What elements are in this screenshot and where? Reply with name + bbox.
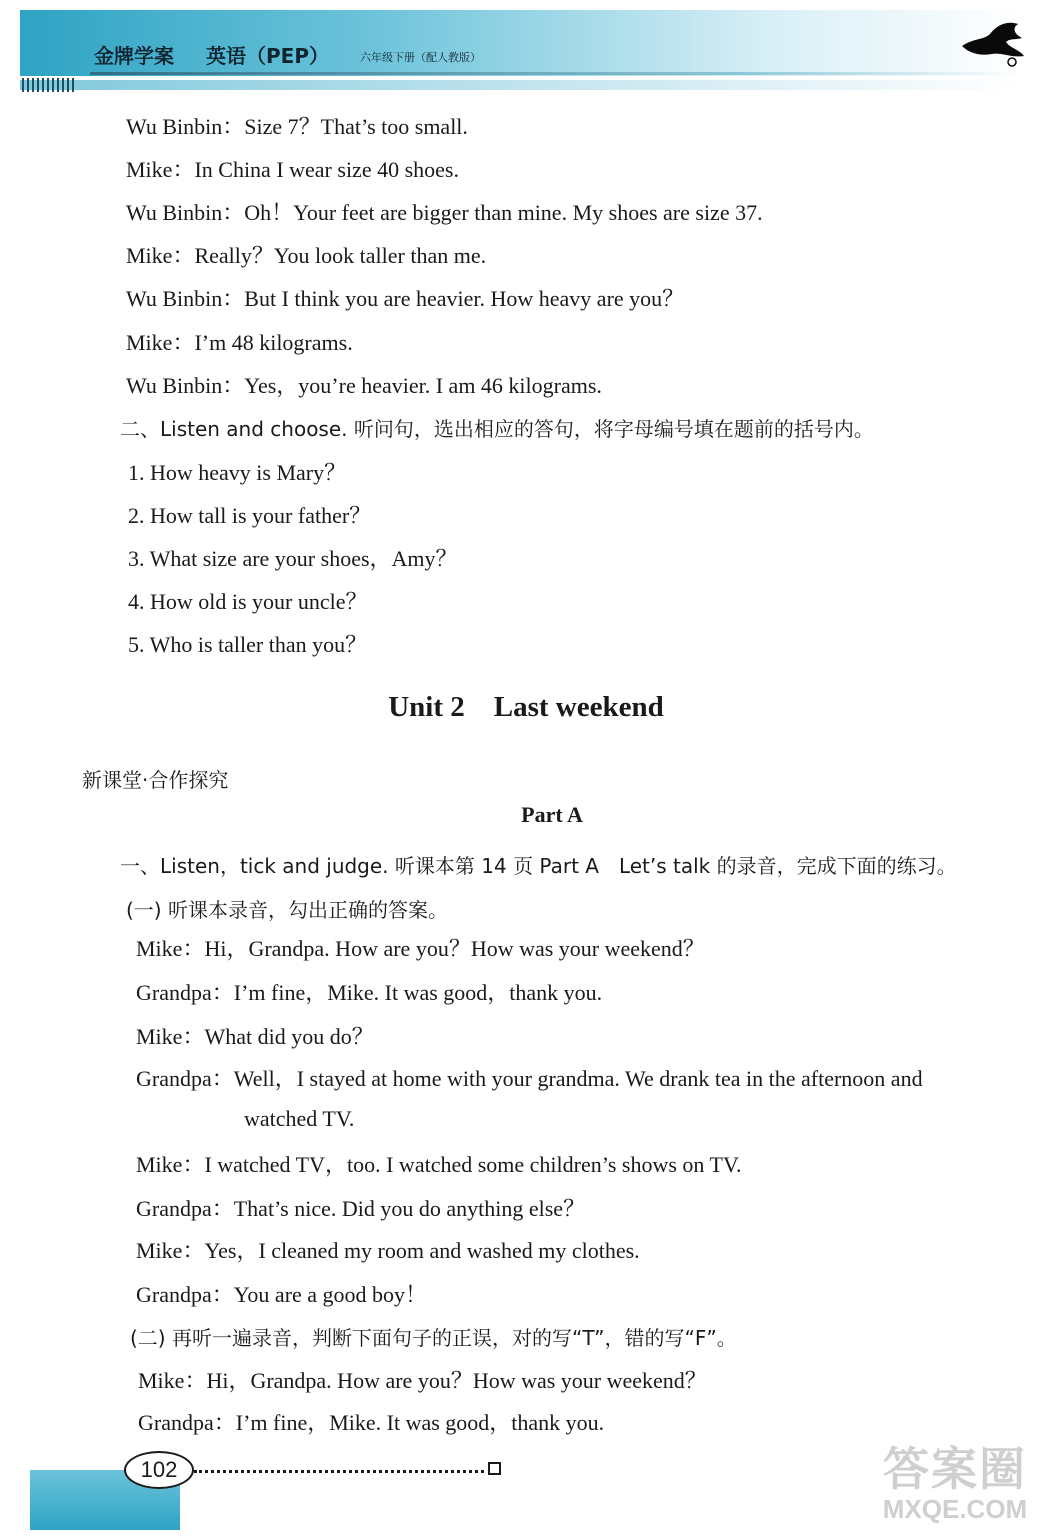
dialogue-line: Grandpa：I’m fine，Mike. It was good，thank you. xyxy=(138,1410,605,1435)
page-number: 102 xyxy=(124,1451,194,1489)
dialogue-line: Mike：Yes，I cleaned my room and washed my clothes. xyxy=(136,1238,640,1263)
dotted-leader xyxy=(194,1470,484,1473)
dialogue-line: Mike：What did you do？ xyxy=(136,1024,374,1049)
question-item: 4. How old is your uncle？ xyxy=(128,589,368,614)
question-item: 1. How heavy is Mary？ xyxy=(128,460,347,485)
bird-logo-icon xyxy=(960,16,1026,68)
exercise-heading: 一、Listen，tick and judge. 听课本第 14 页 Part A Let’s talk 的录音，完成下面的练习。 xyxy=(120,854,957,878)
end-square-icon xyxy=(488,1462,501,1475)
part-title: Part A xyxy=(521,802,583,827)
dialogue-line: Wu Binbin：But I think you are heavier. How heavy are you？ xyxy=(126,286,685,311)
dialogue-line: watched TV. xyxy=(244,1106,355,1131)
dialogue-line: Mike：Hi，Grandpa. How are you？How was your weekend？ xyxy=(136,936,705,961)
header-stripe xyxy=(20,80,1020,90)
header-rule xyxy=(90,72,1020,75)
dialogue-line: Grandpa：You are a good boy！ xyxy=(136,1282,428,1307)
dialogue-line: Wu Binbin：Oh！Your feet are bigger than mine. My shoes are size 37. xyxy=(126,200,763,225)
header-ticks xyxy=(22,78,74,92)
series-title: 金牌学案 xyxy=(94,44,174,68)
watermark-text: 答案圈 xyxy=(883,1443,1027,1495)
subject-title: 英语（PEP） xyxy=(206,44,329,68)
dialogue-line: Mike：Hi，Grandpa. How are you？How was your weekend？ xyxy=(138,1368,707,1393)
sub-instruction: (二) 再听一遍录音，判断下面句子的正误，对的写“T”，错的写“F”。 xyxy=(130,1326,737,1350)
edition-note: 六年级下册（配人教版） xyxy=(360,51,481,64)
sub-instruction: (一) 听课本录音，勾出正确的答案。 xyxy=(126,898,448,922)
dialogue-line: Wu Binbin：Yes，you’re heavier. I am 46 kilograms. xyxy=(126,373,602,398)
dialogue-line: Mike：In China I wear size 40 shoes. xyxy=(126,157,459,182)
dialogue-line: Grandpa：Well，I stayed at home with your grandma. We drank tea in the afternoon and xyxy=(136,1066,923,1091)
dialogue-line: Mike：I watched TV，too. I watched some children’s shows on TV. xyxy=(136,1152,742,1177)
question-item: 3. What size are your shoes，Amy？ xyxy=(128,546,458,571)
dialogue-line: Mike：Really？You look taller than me. xyxy=(126,243,487,268)
question-item: 2. How tall is your father？ xyxy=(128,503,372,528)
dialogue-line: Grandpa：That’s nice. Did you do anything else？ xyxy=(136,1196,586,1221)
section-heading: 二、Listen and choose. 听问句，选出相应的答句，将字母编号填在题前的括号内。 xyxy=(120,417,874,441)
section-label: 新课堂·合作探究 xyxy=(82,768,229,792)
dialogue-line: Grandpa：I’m fine，Mike. It was good，thank you. xyxy=(136,980,603,1005)
dialogue-line: Mike：I’m 48 kilograms. xyxy=(126,330,353,355)
watermark xyxy=(870,1444,1040,1532)
dialogue-line: Wu Binbin：Size 7？That’s too small. xyxy=(126,114,468,139)
unit-title: Unit 2 Last weekend xyxy=(388,691,664,723)
question-item: 5. Who is taller than you？ xyxy=(128,632,368,657)
watermark-url: MXQE.COM xyxy=(882,1494,1028,1524)
